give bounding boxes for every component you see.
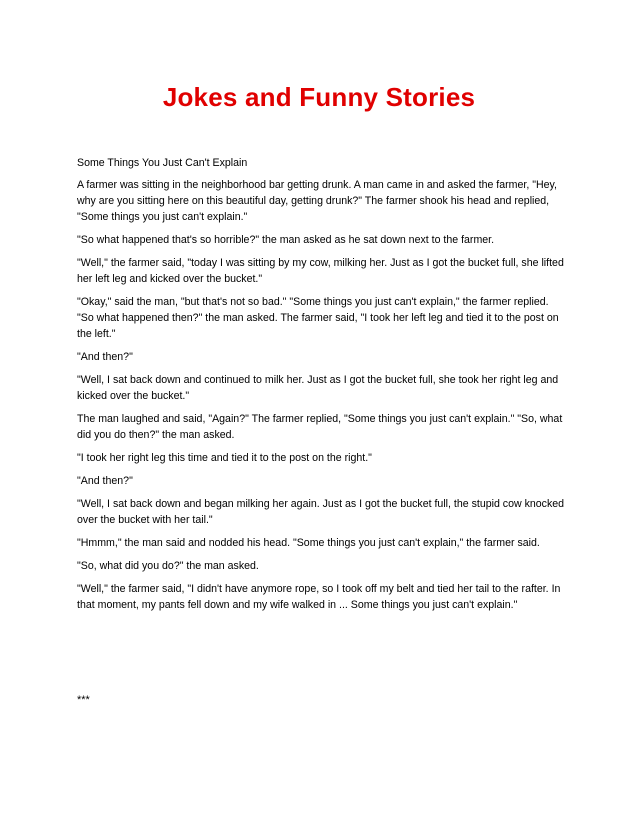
story-paragraph: "So what happened that's so horrible?" the man asked as he sat down next to the farmer. bbox=[77, 234, 495, 246]
story-body bbox=[77, 155, 565, 620]
story-paragraph: "And then?" bbox=[77, 351, 133, 363]
section-separator: *** bbox=[77, 694, 90, 706]
story-paragraph: "Okay," said the man, "but that's not so bad." "Some things you just can't explain," the farmer replied. "So what happened then?" the man asked. The farmer said, "I took her left leg and tied it to the post on the left." bbox=[77, 296, 559, 340]
story-paragraph: The man laughed and said, "Again?" The farmer replied, "Some things you just can't explain." "So, what did you do then?" the man asked. bbox=[77, 413, 563, 441]
story-paragraph: "Well," the farmer said, "I didn't have anymore rope, so I took off my belt and tied her tail to the rafter. In that moment, my pants fell down and my wife walked in ... Some things you just can't explain." bbox=[77, 583, 561, 611]
document-title: Jokes and Funny Stories bbox=[162, 82, 476, 112]
story-paragraph: "And then?" bbox=[77, 475, 133, 487]
story-paragraph: "Well, I sat back down and began milking her again. Just as I got the bucket full, the stupid cow knocked over the bucket with her tail." bbox=[77, 498, 565, 526]
story-paragraph: "Well," the farmer said, "today I was sitting by my cow, milking her. Just as I got the bucket full, she lifted her left leg and kicked over the bucket." bbox=[77, 257, 564, 285]
story-paragraph: "Hmmm," the man said and nodded his head. "Some things you just can't explain," the farmer said. bbox=[77, 537, 540, 549]
story-paragraph: A farmer was sitting in the neighborhood bar getting drunk. A man came in and asked the farmer, "Hey, why are you sitting here on this beautiful day, getting drunk?" The farmer shook his head and replied, "Some things you just can't explain." bbox=[77, 179, 557, 223]
story-paragraph: "I took her right leg this time and tied it to the post on the right." bbox=[77, 452, 372, 464]
story-subtitle: Some Things You Just Can't Explain bbox=[77, 157, 248, 169]
story-paragraph: "Well, I sat back down and continued to milk her. Just as I got the bucket full, she took her right leg and kicked over the bucket." bbox=[77, 374, 559, 402]
story-paragraph: "So, what did you do?" the man asked. bbox=[77, 560, 259, 572]
